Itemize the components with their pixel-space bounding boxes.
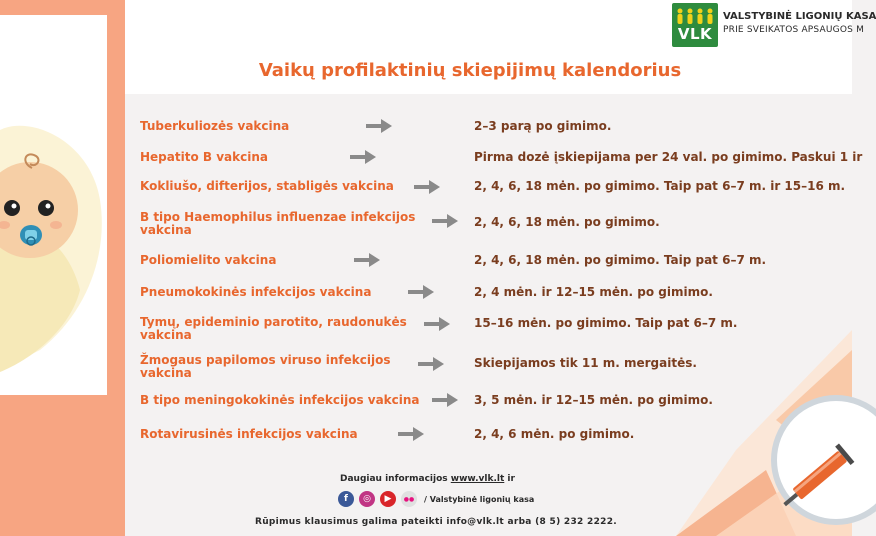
vaccine-row [140, 150, 863, 180]
instagram-icon[interactable]: ◎ [359, 491, 375, 507]
vaccine-schedule: 2–3 parą po gimimo. [474, 119, 612, 133]
vaccine-name-line1: Žmogaus papilomos viruso infekcijos [140, 353, 391, 367]
vaccine-schedule: 2, 4, 6, 18 mėn. po gimimo. Taip pat 6–7 m. ir 15–16 m. [474, 179, 846, 193]
vaccine-schedule: Pirma dozė įskiepijama per 24 val. po gimimo. Paskui 1 ir [474, 150, 863, 164]
vaccine-name-line2: vakcina [140, 328, 192, 342]
footer-more-info [340, 474, 515, 484]
facebook-icon[interactable]: f [338, 491, 354, 507]
more-info-suffix: ir [504, 474, 515, 484]
vaccine-name-line1: Tymų, epideminio parotito, raudonukės [140, 315, 407, 329]
vaccine-row [140, 253, 852, 283]
logo-text: VLK [677, 25, 713, 43]
arrow-right-icon [424, 317, 450, 331]
vlk-logo [672, 3, 718, 47]
vaccine-name [140, 211, 415, 237]
arrow-right-icon [414, 180, 440, 194]
arrow-right-icon [432, 393, 458, 407]
vaccine-name: Pneumokokinės infekcijos vakcina [140, 285, 372, 299]
arrow-right-icon [432, 214, 458, 228]
vaccine-schedule: 2, 4 mėn. ir 12–15 mėn. po gimimo. [474, 285, 713, 299]
syringe-decoration [676, 330, 852, 536]
vaccine-name-line2: vakcina [140, 223, 192, 237]
page-title: Vaikų profilaktinių skiepijimų kalendorius [258, 60, 682, 81]
org-name: VALSTYBINĖ LIGONIŲ KASA [723, 11, 876, 22]
vaccine-row [140, 119, 852, 149]
youtube-icon[interactable]: ▶ [380, 491, 396, 507]
vaccine-name: B tipo meningokokinės infekcijos vakcina [140, 393, 420, 407]
vaccine-name: Kokliušo, difterijos, stabligės vakcina [140, 179, 394, 193]
vaccine-row [140, 211, 852, 241]
baby-illustration [0, 110, 125, 410]
arrow-right-icon [354, 253, 380, 267]
arrow-right-icon [398, 427, 424, 441]
vaccine-row [140, 179, 852, 209]
social-links [338, 490, 534, 508]
footer-contact: Rūpimus klausimus galima pateikti info@vlk.lt arba (8 5) 232 2222. [255, 517, 618, 527]
vaccine-name-line2: vakcina [140, 366, 192, 380]
vaccine-schedule: 3, 5 mėn. ir 12–15 mėn. po gimimo. [474, 393, 713, 407]
arrow-right-icon [418, 357, 444, 371]
vaccine-name [140, 316, 407, 342]
arrow-right-icon [366, 119, 392, 133]
vaccine-name: Tuberkuliozės vakcina [140, 119, 290, 133]
vaccine-name: Rotavirusinės infekcijos vakcina [140, 427, 358, 441]
vaccine-name-line1: B tipo Haemophilus influenzae infekcijos [140, 210, 416, 224]
vaccine-schedule: Skiepijamos tik 11 m. mergaitės. [474, 356, 697, 370]
vaccine-schedule: 15–16 mėn. po gimimo. Taip pat 6–7 m. [474, 316, 738, 330]
logo-people-icon [675, 7, 715, 25]
vlk-website-link[interactable]: www.vlk.lt [450, 474, 505, 484]
more-info-prefix: Daugiau informacijos [340, 474, 451, 484]
vaccine-name: Hepatito B vakcina [140, 150, 268, 164]
vaccine-name [140, 354, 391, 380]
flickr-icon[interactable]: ●● [401, 491, 417, 507]
left-decor-panel [0, 0, 125, 536]
vaccine-schedule: 2, 4, 6, 18 mėn. po gimimo. [474, 215, 660, 229]
arrow-right-icon [350, 150, 376, 164]
vaccine-name: Poliomielito vakcina [140, 253, 277, 267]
vaccine-row [140, 285, 852, 315]
org-subtitle: PRIE SVEIKATOS APSAUGOS M [723, 25, 865, 35]
social-label: / Valstybinė ligonių kasa [424, 494, 535, 504]
vaccine-schedule: 2, 4, 6, 18 mėn. po gimimo. Taip pat 6–7 m. [474, 253, 767, 267]
arrow-right-icon [408, 285, 434, 299]
vaccine-schedule: 2, 4, 6 mėn. po gimimo. [474, 427, 635, 441]
